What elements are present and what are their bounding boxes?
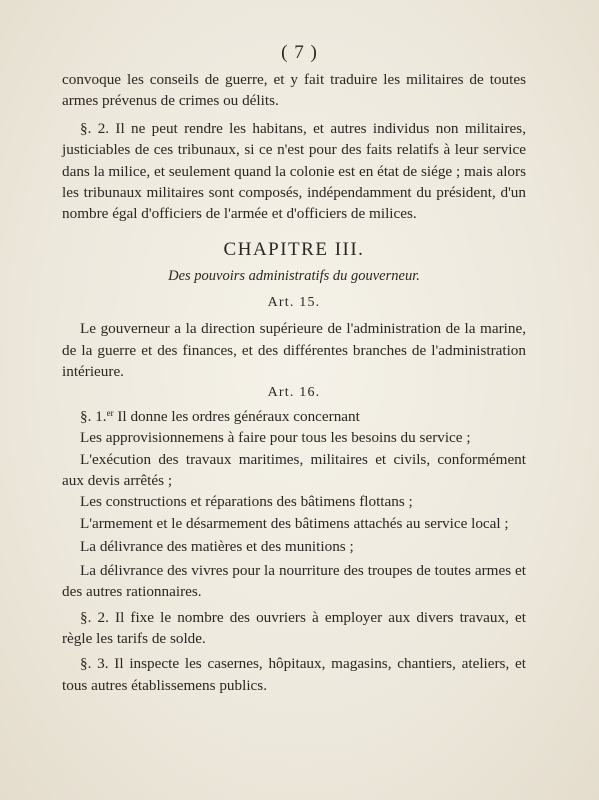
- list-item-execution-travaux: L'exécution des travaux maritimes, militaires et civils, conformément aux devis arrêtés ;: [62, 450, 526, 490]
- article-14-continuation: [62, 69, 526, 225]
- chapter-3-block: [62, 239, 526, 696]
- list-item-armement: L'armement et le désarmement des bâtimens attachés au service local ;: [80, 514, 509, 532]
- article-16-heading: Art. 16.: [267, 385, 321, 401]
- list-item-approvisionnemens: Les approvisionnemens à faire pour tous les besoins du service ;: [80, 429, 471, 447]
- paragraph-section-2: §. 2. Il ne peut rendre les habitans, et autres individus non militaires, justiciables de ces tribunaux, si ce n'est pour des faits relatifs à leur service dans la milice, et seulement quand la colonie est en état de siége ; mais alors les tribunaux militaires sont composés, indépendamment du président, d'un nombre égal d'officiers de l'armée et d'officiers de milices.: [62, 119, 526, 223]
- section-1-superscript: er: [106, 407, 114, 418]
- section-1-text: Il donne les ordres généraux concernant: [113, 407, 360, 425]
- list-item-matieres: La délivrance des matières et des munitions ;: [80, 538, 354, 556]
- article-15-text: Le gouverneur a la direction supérieure de l'administration de la marine, de la guerre et des finances, et des différentes branches de l'administration intérieure.: [62, 320, 526, 381]
- list-item-vivres: La délivrance des vivres pour la nourriture des troupes de toutes armes et des autres rationnaires.: [62, 561, 526, 601]
- article-15-heading: Art. 15.: [267, 294, 321, 310]
- article-16-section-3: §. 3. Il inspecte les casernes, hôpitaux, magasins, chantiers, ateliers, et tous autres établissemens publics.: [62, 655, 526, 694]
- section-1-number: §. 1.: [80, 407, 107, 425]
- paragraph-continuation: convoque les conseils de guerre, et y fait traduire les militaires de toutes armes prévenus de crimes ou délits.: [62, 71, 526, 110]
- page-number: ( 7 ): [281, 42, 318, 63]
- article-16-section-1: [62, 406, 526, 427]
- chapter-title: CHAPITRE III.: [223, 239, 365, 260]
- list-item-constructions: Les constructions et réparations des bâtimens flottans ;: [80, 493, 413, 511]
- chapter-subtitle: Des pouvoirs administratifs du gouverneur.: [168, 268, 420, 285]
- article-16-section-2: §. 2. Il fixe le nombre des ouvriers à employer aux divers travaux, et règle les tarifs de solde.: [62, 608, 526, 647]
